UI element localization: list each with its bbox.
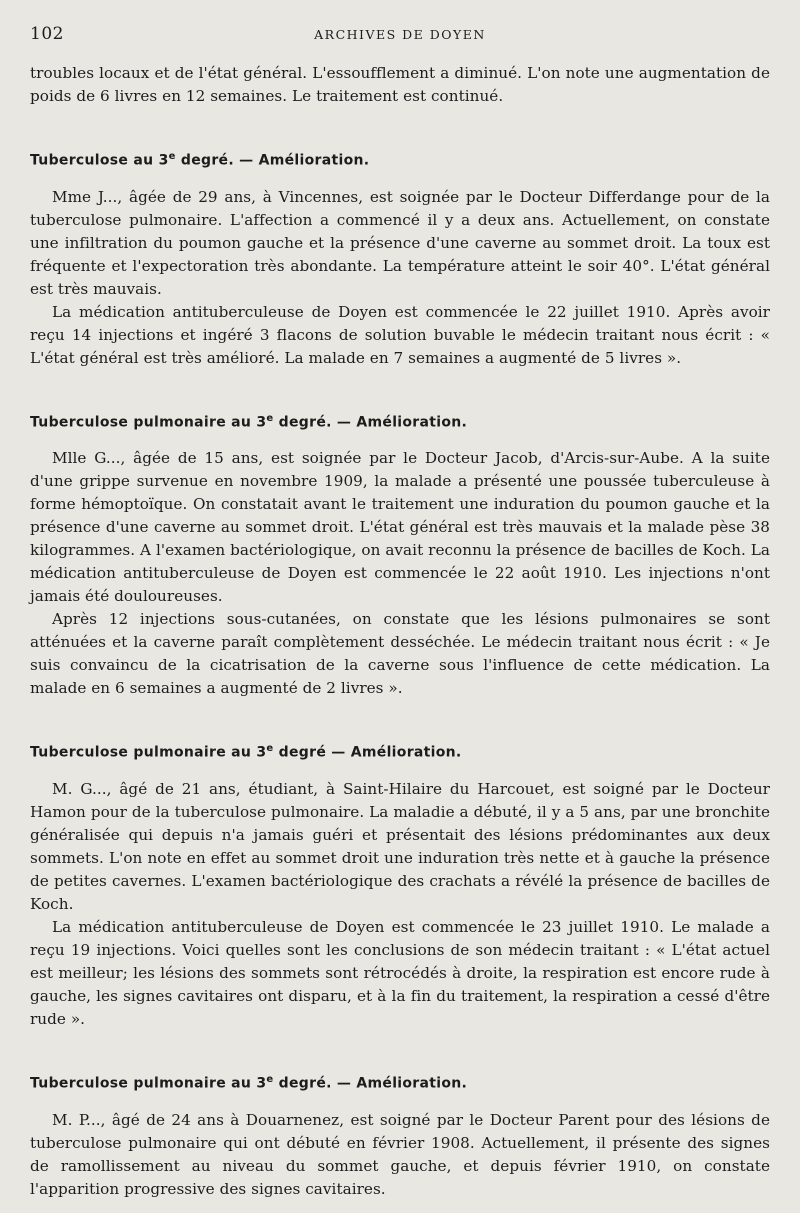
continuation-paragraph: troubles locaux et de l'état général. L'essoufflement a diminué. L'on note une augmentation de poids de 6 livres en 12 semaines. Le traitement est continué. <box>30 64 770 105</box>
case-paragraph: Mlle G..., âgée de 15 ans, est soignée par le Docteur Jacob, d'Arcis-sur-Aube. A la suite d'une grippe survenue en novembre 1909, la malade a présenté une poussée tuberculeuse à forme hémoptoïque. On constatait avant le traitement une induration du poumon gauche et la présence d'une caverne au sommet droit. L'état général est très mauvais et la malade pèse 38 kilogrammes. A l'examen bactériologique, on avait reconnu la présence de bacilles de Koch. La médication antituberculeuse de Doyen est commencée le 22 août 1910. Les injections n'ont jamais été douloureuses. <box>30 449 770 606</box>
case-paragraph: Après 12 injections sous-cutanées, on constate que les lésions pulmonaires se sont atténuées et la caverne paraît complètement desséchée. Le médecin traitant nous écrit : « Je suis convaincu de la cicatrisation de la caverne sous l'influence de cette médication. La malade en 6 semaines a augmenté de 2 livres ». <box>30 610 770 698</box>
page-number: 102 <box>30 24 64 44</box>
case-section-1 <box>30 151 770 370</box>
running-title: ARCHIVES DE DOYEN <box>314 27 486 42</box>
section-title: Tuberculose pulmonaire au 3e degré. — Amélioration. <box>30 412 468 431</box>
section-title: Tuberculose pulmonaire au 3e degré — Amélioration. <box>30 743 462 761</box>
case-paragraph: La médication antituberculeuse de Doyen est commencée le 23 juillet 1910. Le malade a reçu 19 injections. Voici quelles sont les conclusions de son médecin traitant : « L'état actuel est meilleur; les lésions des sommets sont rétrocédés à droite, la respiration est encore rude à gauche, les signes cavitaires ont disparu, et à la fin du traitement, la respiration a cessé d'être rude ». <box>30 917 770 1028</box>
case-section-3 <box>30 743 770 1031</box>
section-title: Tuberculose pulmonaire au 3e degré. — Amélioration. <box>30 1073 468 1092</box>
case-section-2 <box>30 413 770 701</box>
case-section-4 <box>30 1074 770 1201</box>
case-paragraph: Mme J..., âgée de 29 ans, à Vincennes, est soignée par le Docteur Differdange pour de la tuberculose pulmonaire. L'affection a commencé il y a deux ans. Actuellement, on constate une infiltration du poumon gauche et la présence d'une caverne au sommet droit. La toux est fréquente et l'expectoration très abondante. La température atteint le soir 40°. L'état général est très mauvais. <box>30 187 770 298</box>
case-paragraph: M. G..., âgé de 21 ans, étudiant, à Saint-Hilaire du Harcouet, est soigné par le Docteur Hamon pour de la tuberculose pulmonaire. La maladie a débuté, il y a 5 ans, par une bronchite généralisée qui depuis n'a jamais guéri et présentait des lésions prédominantes aux deux sommets. L'on note en effet au sommet droit une induration très nette et à gauche la présence de petites cavernes. L'examen bactériologique des crachats a révélé la présence de bacilles de Koch. <box>30 779 770 913</box>
case-paragraph: La médication antituberculeuse de Doyen est commencée le 22 juillet 1910. Après avoir reçu 14 injections et ingéré 3 flacons de solution buvable le médecin traitant nous écrit : « L'état général est très amélioré. La malade en 7 semaines a augmenté de 5 livres ». <box>30 302 770 367</box>
running-head <box>30 24 770 54</box>
section-title: Tuberculose au 3e degré. — Amélioration. <box>30 151 370 169</box>
case-paragraph: M. P..., âgé de 24 ans à Douarnenez, est soigné par le Docteur Parent pour des lésions de tuberculose pulmonaire qui ont débuté en février 1908. Actuellement, il présente des signes de ramollissement au niveau du sommet gauche, et depuis février 1910, on constate l'apparition progressive des signes cavitaires. <box>30 1110 770 1198</box>
